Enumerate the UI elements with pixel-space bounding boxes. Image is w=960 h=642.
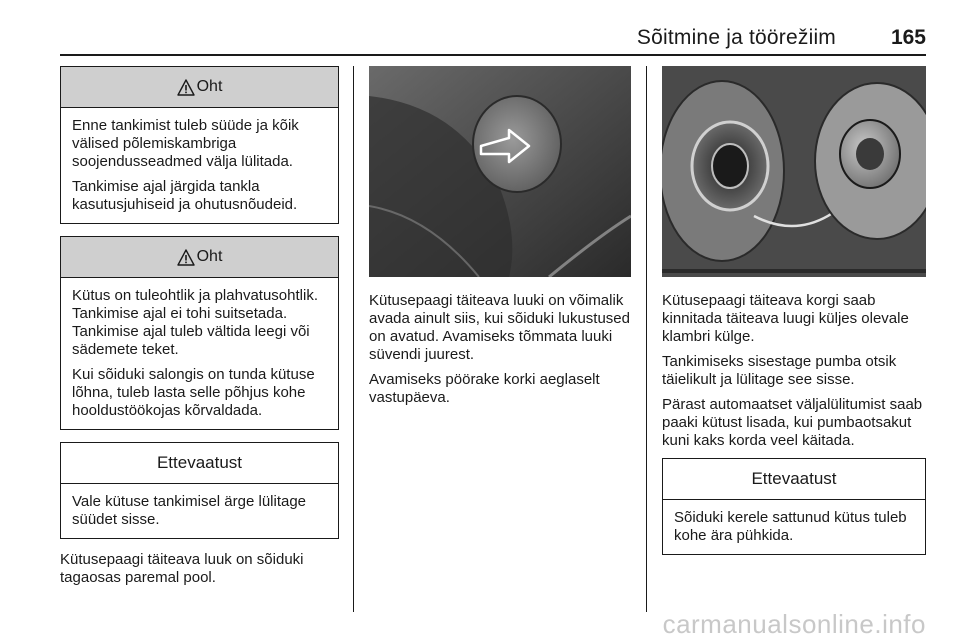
warning-box-header [61,237,338,278]
fuel-flap-illustration [369,66,631,277]
warning-box-1 [60,66,339,224]
caution-heading: Ettevaatust [156,453,243,472]
warning-text: Kui sõiduki salongis on tunda kütuse lõhna, tuleb lasta selle põhjus kohe hooldustöökojas kõrvaldada. [72,366,315,419]
fuel-cap-drawing [662,66,926,277]
caution-text: Sõiduki kerele sattunud kütus tuleb kohe ära pühkida. [674,509,907,544]
warning-text: Kütus on tuleohtlik ja plahvatusohtlik. Tankimise ajal ei tohi suitsetada. Tankimise ajal tuleb vältida leegi või sädemete teket. [72,287,318,358]
caution-box [60,442,339,539]
warning-box-2 [60,236,339,430]
page-number: 165 [890,26,926,49]
body-paragraph: Avamiseks pöörake korki aeglaselt vastupäeva. [369,371,600,406]
caution-heading: Ettevaatust [751,469,837,488]
caution-box [662,458,926,555]
watermark: carmanualsonline.info [662,609,926,639]
warning-heading: Oht [196,248,223,265]
warning-text: Enne tankimist tuleb süüde ja kõik välised põlemiskambriga soojendusseadmed välja lülitada. [72,117,299,170]
body-paragraph: Kütusepaagi täiteava luuki on võimalik avada ainult siis, kui sõiduki lukustused on avatud. Avamiseks tõmmata luuki süvendi juurest. [369,292,630,363]
fuel-flap-drawing [369,66,631,277]
warning-text: Tankimise ajal järgida tankla kasutusjuhiseid ja ohutusnõudeid. [72,178,298,213]
caution-text: Vale kütuse tankimisel ärge lülitage süüdet sisse. [72,493,307,528]
caution-box-header [61,443,338,484]
body-paragraph: Kütusepaagi täiteava luuk on sõiduki tagaosas paremal pool. [60,551,304,586]
column-divider-left [353,66,354,612]
page-header [60,24,926,56]
body-paragraph: Pärast automaatset väljalülitumist saab paaki kütust lisada, kui pumbaotsakut kuni kaks korda veel käitada. [662,396,923,449]
warning-triangle-icon [177,79,195,96]
warning-heading: Oht [196,78,223,95]
warning-triangle-icon [177,249,195,266]
page-title: Sõitmine ja töörežiim [636,26,836,49]
column-left [60,66,339,594]
body-paragraph: Kütusepaagi täiteava korgi saab kinnitada täiteava luugi küljes olevale klambri külge. [662,292,909,345]
body-paragraph: Tankimiseks sisestage pumba otsik täielikult ja lülitage see sisse. [662,353,897,388]
column-divider-right [646,66,647,612]
caution-box-header [663,459,925,500]
warning-box-header [61,67,338,108]
column-middle [369,66,631,414]
fuel-cap-illustration [662,66,926,277]
column-right [662,66,926,567]
